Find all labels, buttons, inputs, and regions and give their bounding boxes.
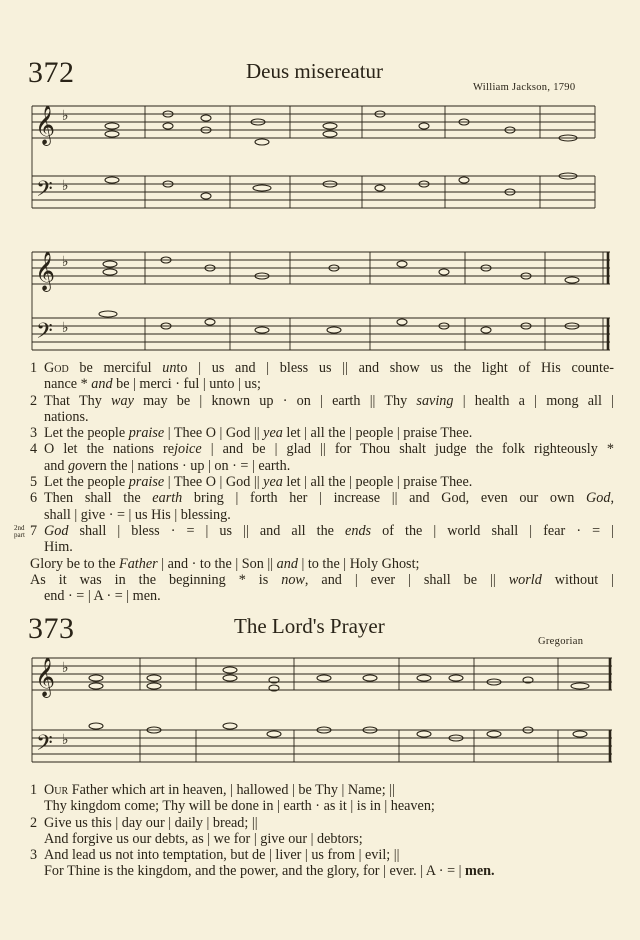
verse-line (30, 409, 614, 425)
verse-line (30, 815, 614, 831)
verse-text: God be merciful unto | us and | bless us || and show us the light of His counte- (44, 360, 614, 376)
verse-line (30, 360, 614, 376)
hymn-number-373: 373 (28, 612, 75, 645)
hymn-number-372: 372 (28, 56, 75, 89)
verses-372 (14, 360, 614, 605)
verse-text: and govern the | nations · up | on · = | earth. (44, 457, 291, 474)
svg-text:𝄞: 𝄞 (35, 657, 56, 697)
hymn-title-373: The Lord's Prayer (234, 614, 385, 638)
verse-number: 3 (30, 425, 38, 442)
verse-line (30, 831, 614, 847)
verses-373 (30, 782, 614, 880)
composer-372: William Jackson, 1790 (473, 82, 576, 93)
verse-number: 3 (30, 847, 38, 864)
verse-line (30, 458, 614, 474)
svg-text:𝄞: 𝄞 (35, 105, 56, 145)
verse-line (30, 393, 614, 409)
verse-number: 6 (30, 490, 38, 507)
verse-text: Give us this | day our | daily | bread; || (44, 814, 258, 831)
verse-line (30, 474, 614, 490)
verse-line (30, 507, 614, 523)
verse-text: nance * and be | merci · ful | unto | us; (44, 376, 261, 393)
svg-text:♭: ♭ (62, 179, 69, 194)
verse-text: Him. (44, 539, 73, 556)
svg-text:♭: ♭ (62, 321, 69, 336)
composer-373: Gregorian (538, 636, 584, 647)
verse-text: Let the people praise | Thee O | God || yea let | all the | people | praise Thee. (44, 425, 473, 442)
verse-text: nations. (44, 408, 89, 425)
verse-line (30, 539, 614, 555)
verse-text: That Thy way may be | known up · on | earth || Thy saving | health a | mong all | (44, 392, 614, 409)
svg-text:𝄢: 𝄢 (36, 731, 53, 761)
part-marker (14, 525, 30, 539)
svg-text:♭: ♭ (62, 733, 69, 748)
svg-text:𝄢: 𝄢 (36, 319, 53, 349)
doxology-line: As it was in the beginning * is now, and | ever | shall be || world without | (30, 571, 614, 588)
verse-text: O let the nations rejoice | and be | glad || for Thou shalt judge the folk righteously * (44, 441, 614, 458)
svg-text:𝄢: 𝄢 (36, 177, 53, 207)
verse-text: Then shall the earth bring | forth her | increase || and God, even our own God, (44, 490, 614, 507)
verse-text: God shall | bless · = | us || and all the ends of the | world shall | fear · = | (44, 522, 614, 539)
part-marker-bottom: part (14, 530, 25, 539)
verse-line (30, 425, 614, 441)
verse-text: shall | give · = | us His | blessing. (44, 506, 231, 523)
verse-number: 1 (30, 782, 38, 798)
verse-line (30, 798, 614, 814)
svg-text:♭: ♭ (62, 661, 69, 676)
verse-text: Thy kingdom come; Thy will be done in | earth · as it | is in | heaven; (44, 798, 435, 815)
verse-line (14, 523, 614, 539)
verse-number: 2 (30, 392, 38, 409)
doxology-line: Glory be to the Father | and · to the | Son || and | to the | Holy Ghost; (30, 555, 420, 572)
music-score-372-system-2 (0, 240, 640, 360)
music-score-373 (0, 650, 640, 778)
verse-line (30, 847, 614, 863)
svg-text:♭: ♭ (62, 255, 69, 270)
verse-number: 4 (30, 441, 38, 458)
svg-text:𝄞: 𝄞 (35, 251, 56, 291)
verse-line (30, 863, 614, 879)
verse-text: Our Father which art in heaven, | hallowed | be Thy | Name; || (44, 782, 395, 798)
verse-line (30, 782, 614, 798)
verse-number: 5 (30, 474, 38, 491)
verse-text: Let the people praise | Thee O | God || yea let | all the | people | praise Thee. (44, 474, 473, 491)
svg-text:♭: ♭ (62, 109, 69, 124)
verse-text: And lead us not into temptation, but de | liver | us from | evil; || (44, 847, 400, 864)
hymn-title-372: Deus misereatur (246, 59, 384, 83)
verse-line (30, 376, 614, 392)
verse-number: 7 (30, 522, 38, 539)
verse-line (30, 490, 614, 506)
doxology-line: end · = | A · = | men. (44, 588, 161, 605)
part-marker-top: 2nd (14, 523, 25, 532)
verse-number: 2 (30, 814, 38, 831)
music-score-372-system-1 (0, 100, 640, 220)
verse-number: 1 (30, 360, 38, 376)
verse-line (30, 441, 614, 457)
verse-text: For Thine is the kingdom, and the power, and the glory, for | ever. | A · = | men. (44, 863, 495, 880)
verse-text: And forgive us our debts, as | we for | give our | debtors; (44, 830, 363, 847)
